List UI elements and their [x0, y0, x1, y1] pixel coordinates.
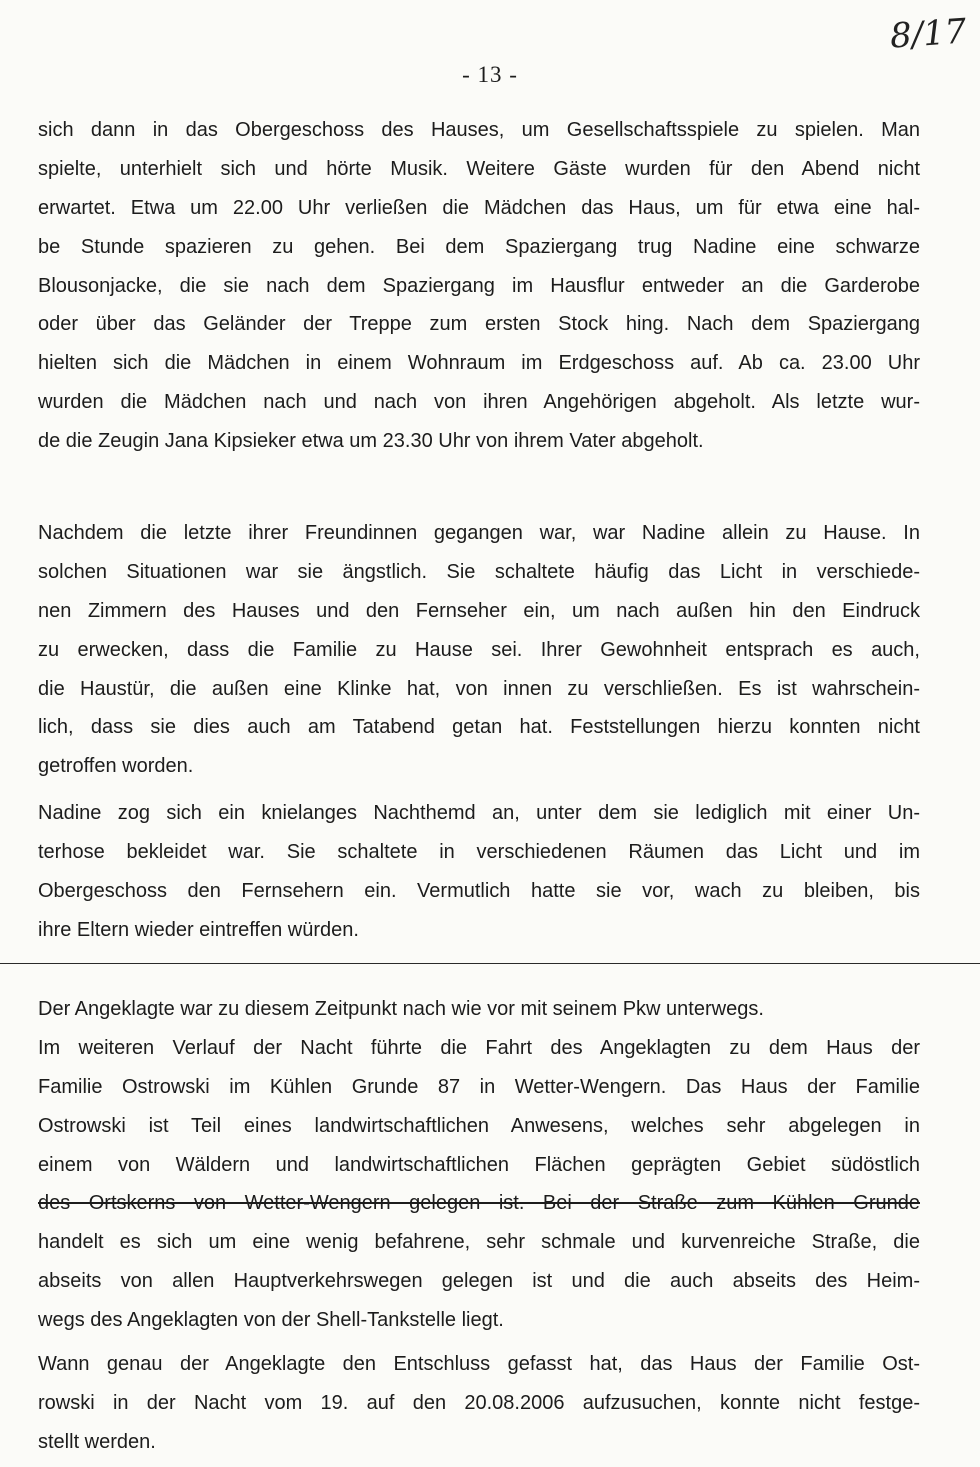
text-line: wurden die Mädchen nach und nach von ihren Angehörigen abgeholt. Als letzte wur- — [38, 391, 920, 414]
text-line: Familie Ostrowski im Kühlen Grunde 87 in Wetter-Wengern. Das Haus der Familie — [38, 1075, 920, 1098]
text-line: be Stunde spazieren zu gehen. Bei dem Spaziergang trug Nadine eine schwarze — [38, 235, 920, 258]
paragraph-nadine-alone — [38, 514, 920, 786]
text-line: abseits von allen Hauptverkehrswegen gelegen ist und die auch abseits des Heim- — [38, 1270, 920, 1293]
text-line: einem von Wäldern und landwirtschaftlichen Flächen geprägten Gebiet südöstlich — [38, 1153, 920, 1176]
text-line: Ostrowski ist Teil eines landwirtschaftlichen Anwesens, welches sehr abgelegen in — [38, 1114, 920, 1137]
text-line: zu erwecken, dass die Familie zu Hause sei. Ihrer Gewohnheit entsprach es auch, — [38, 638, 920, 661]
text-line: getroffen worden. — [38, 755, 194, 778]
text-line: lich, dass sie dies auch am Tatabend getan hat. Feststellungen hierzu konnten nicht — [38, 716, 920, 739]
paragraph-nightgown — [38, 794, 920, 950]
text-line: handelt es sich um eine wenig befahrene, sehr schmale und kurvenreiche Straße, die — [38, 1231, 920, 1254]
text-line: Blousonjacke, die sie nach dem Spaziergang im Hausflur entweder an die Garderobe — [38, 274, 920, 297]
text-line: wegs des Angeklagten von der Shell-Tankstelle liegt. — [38, 1309, 504, 1332]
text-line: rowski in der Nacht vom 19. auf den 20.08.2006 aufzusuchen, konnte nicht festge- — [38, 1391, 920, 1414]
paragraph-girls-evening — [38, 111, 920, 461]
text-line: die Haustür, die außen eine Klinke hat, von innen zu verschließen. Es ist wahrschein- — [38, 677, 920, 700]
page-number: - 13 - — [462, 62, 518, 87]
text-line: erwartet. Etwa um 22.00 Uhr verließen die Mädchen das Haus, um für etwa eine hal- — [38, 196, 920, 219]
text-line: Im weiteren Verlauf der Nacht führte die Fahrt des Angeklagten zu dem Haus der — [38, 1036, 920, 1059]
handwritten-page-annotation: 8/17 — [888, 11, 968, 57]
text-line: spielte, unterhielt sich und hörte Musik. Weitere Gäste wurden für den Abend nicht — [38, 157, 920, 180]
text-line: de die Zeugin Jana Kipsieker etwa um 23.30 Uhr von ihrem Vater abgeholt. — [38, 430, 704, 453]
paragraph-defendant-route — [38, 990, 920, 1340]
text-line: Wann genau der Angeklagte den Entschluss gefasst hat, das Haus der Familie Ost- — [38, 1353, 920, 1375]
text-line: Nachdem die letzte ihrer Freundinnen gegangen war, war Nadine allein zu Hause. In — [38, 522, 920, 544]
text-line: oder über das Geländer der Treppe zum ersten Stock hing. Nach dem Spaziergang — [38, 313, 920, 336]
text-line: terhose bekleidet war. Sie schaltete in verschiedenen Räumen das Licht und im — [38, 840, 920, 863]
text-line: nen Zimmern des Hauses und den Fernseher ein, um nach außen hin den Eindruck — [38, 599, 920, 622]
text-line: solchen Situationen war sie ängstlich. Sie schaltete häufig das Licht in verschiede- — [38, 560, 920, 583]
text-line: Obergeschoss den Fernsehern ein. Vermutlich hatte sie vor, wach zu bleiben, bis — [38, 879, 920, 902]
horizontal-rule — [0, 963, 980, 964]
text-line: sich dann in das Obergeschoss des Hauses, um Gesellschaftsspiele zu spielen. Man — [38, 119, 920, 141]
text-line: Der Angeklagte war zu diesem Zeitpunkt nach wie vor mit seinem Pkw unterwegs. — [38, 998, 764, 1020]
text-line: ihre Eltern wieder eintreffen würden. — [38, 918, 359, 941]
text-line: Nadine zog sich ein knielanges Nachthemd an, unter dem sie lediglich mit einer Un- — [38, 802, 920, 824]
paragraph-decision-timing — [38, 1345, 920, 1462]
text-line: hielten sich die Mädchen in einem Wohnraum im Erdgeschoss auf. Ab ca. 23.00 Uhr — [38, 352, 920, 375]
text-line: stellt werden. — [38, 1430, 156, 1453]
text-line-struck-through: des Ortskerns von Wetter-Wengern gelegen ist. Bei der Straße zum Kühlen Grunde — [38, 1192, 920, 1215]
